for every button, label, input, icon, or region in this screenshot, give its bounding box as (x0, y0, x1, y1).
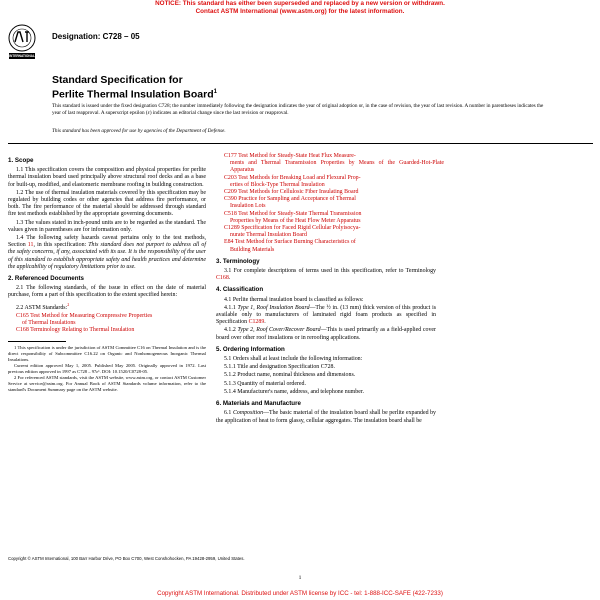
ref-c177: C177 Test Method for Steady-State Heat Flux Measure- ments and Thermal Transmission Properties by Means of the Guarded-Hot-Plate Apparatus (224, 153, 444, 174)
footnote-2-link[interactable]: 2 (67, 301, 70, 307)
ref-c203: C203 Test Methods for Breaking Load and Flexural Prop- erties of Block-Type Thermal Insulation (224, 174, 361, 188)
right-column (216, 153, 594, 426)
para-4-1-2: 4.1.2 Type 2, Roof Cover/Recover Board—This is used primarily as a field-applied cover board over other roof insulations or in reroofing applications. (216, 327, 436, 341)
classification-c1289-link[interactable]: C1289 (248, 319, 265, 326)
ref-c203-link[interactable]: C203 (224, 174, 237, 181)
notice-line-2: Contact ASTM International (www.astm.org) for the latest information. (195, 8, 405, 15)
para-5-1: 5.1 Orders shall at least include the following information: (224, 356, 363, 363)
issuance-statement: This standard is issued under the fixed designation C728; the number immediately following the designation indicates the year of original adoption or, in the case of revision, the year of last revision. A number in parentheses indicates the year of last reapproval. A superscript epsilon (ε) indicates an editorial change since the last revision or reapproval. (52, 103, 544, 116)
ref-c168-link[interactable]: C168 (16, 327, 29, 334)
ref-c168: C168 Terminology Relating to Thermal Insulation (16, 327, 135, 334)
copyright-footer: Copyright © ASTM International, 100 Barr Harbor Drive, PO Box C700, West Conshohocken, PA 19428-2959, United States. (8, 556, 245, 561)
ref-c165-link[interactable]: C165 (16, 312, 29, 319)
section-heading-ordering: 5. Ordering Information (216, 345, 285, 353)
section-heading-classification: 4. Classification (216, 286, 264, 294)
section-11-link[interactable]: 11 (27, 242, 34, 249)
dod-approval-statement: This standard has been approved for use by agencies of the Department of Defense. (52, 128, 226, 134)
ref-c390-link[interactable]: C390 (224, 196, 237, 203)
ref-e84-link[interactable]: E84 (224, 239, 234, 246)
section-heading-scope: 1. Scope (8, 157, 34, 164)
ref-c518-link[interactable]: C518 (224, 210, 237, 217)
ref-c177-link[interactable]: C177 (224, 153, 237, 159)
section-heading-terminology: 3. Terminology (216, 257, 260, 265)
ref-c1289: C1289 Specification for Faced Rigid Cellular Polyisocya- nurate Thermal Insulation Board (224, 225, 361, 239)
ref-c518: C518 Test Method for Steady-State Thermal Transmission Properties by Means of the Heat Flow Meter Apparatus (224, 210, 362, 224)
para-2-2: 2.2 ASTM Standards:$^2$ (16, 301, 70, 311)
section-heading-materials: 6. Materials and Manufacture (216, 400, 301, 408)
para-2-1: 2.1 The following standards, of the issue in effect on the date of material purchase, form a part of this specification to the extent specified herein: (8, 285, 206, 299)
section-heading-referenced-documents: 2. Referenced Documents (8, 275, 84, 283)
document-title (52, 74, 572, 101)
footnote-2: 2 For referenced ASTM standards, visit the ASTM website, www.astm.org, or contact ASTM Customer Service at service@astm.org. For Annual Book of ASTM Standards volume information, refer to the standard's Document Summary page on the ASTM website. (8, 375, 206, 392)
supersede-notice (0, 0, 600, 16)
para-4-1: 4.1 Perlite thermal insulation board is classified as follows: (224, 296, 364, 303)
title-footnote-mark: 1 (213, 89, 217, 95)
ref-c209: C209 Test Methods for Cellulosic Fiber Insulating Board (224, 189, 359, 196)
title-line-1: Standard Specification for (52, 74, 183, 86)
para-1-4: 1.4 The following safety hazards caveat pertains only to the test methods, Section 11, in this specification: This standard does not purport to address all of the safety concerns, if any, associated with its use. It is the responsibility of the user of this standard to establish appropriate safety and health practices and determine the applicability of regulatory limitations prior to use. (8, 235, 206, 270)
para-4-1-1: 4.1.1 Type 1, Roof Insulation Board—The ½ in. (13 mm) thick version of this product is available only to manufacturers of laminated rigid foam products as specified in Specification C1289. (216, 304, 436, 326)
para-1-3: 1.3 The values stated in inch-pound units are to be regarded as the standard. The values given in parentheses are for information only. (8, 219, 206, 233)
ref-c1289-link[interactable]: C1289 (224, 225, 240, 232)
terminology-c168-link[interactable]: C168 (216, 275, 229, 282)
title-line-2: Perlite Thermal Insulation Board$^1$ (52, 88, 217, 101)
para-5-1-4: 5.1.4 Manufacturer's name, address, and telephone number. (224, 388, 364, 395)
logo-text: INTERNATIONAL (9, 54, 35, 58)
para-5-1-3: 5.1.3 Quantity of material ordered. (224, 380, 306, 387)
ref-c209-link[interactable]: C209 (224, 189, 237, 196)
notice-line-1: NOTICE: This standard has either been superseded and replaced by a new version or withdrawn. (155, 0, 445, 7)
para-5-1-1: 5.1.1 Title and designation Specification C728. (224, 364, 335, 371)
license-notice: Copyright ASTM International. Distributed under ASTM license by ICC - tel: 1-888-ICC-SAFE (422-7233) (157, 590, 443, 597)
para-6-1: 6.1 Composition—The basic material of the insulation board shall be perlite expanded by the application of heat to form glassy, cellular aggregates. The insulation board shall be (216, 410, 437, 424)
footnote-divider (8, 341, 66, 342)
footnote-1: 1 This specification is under the jurisdiction of ASTM Committee C16 on Thermal Insulation and is the direct responsibility of Subcommittee C16.22 on Organic and Nonhomogeneous Inorganic Thermal Insulations. (8, 345, 206, 362)
page-number: 1 (298, 575, 302, 581)
ref-c165: C165 Test Method for Measuring Compressive Properties of Thermal Insulations (16, 312, 153, 327)
header-divider (8, 143, 593, 144)
astm-logo (7, 22, 37, 62)
para-3-1: 3.1 For complete descriptions of terms used in this specification, refer to Terminology C168. (216, 268, 436, 282)
designation: Designation: C728 – 05 (52, 32, 140, 41)
para-5-1-2: 5.1.2 Product name, nominal thickness and dimensions. (224, 372, 356, 379)
ref-e84: E84 Test Method for Surface Burning Characteristics of Building Materials (224, 239, 356, 253)
para-1-1: 1.1 This specification covers the composition and physical properties for perlite thermal insulation board used principally above structural roof decks and as a base for built-up, modified, and elastomeric membrane roofing in building construction. (8, 167, 206, 188)
footnote-1-edition: Current edition approved May 1, 2005. Published May 2005. Originally approved in 1972. Last previous edition approved in 1997 as C728 – 97ε¹. DOI: 10.1520/C0728-05. (8, 363, 206, 374)
ref-c390: C390 Practice for Sampling and Acceptance of Thermal Insulation Lots (224, 196, 356, 210)
left-column (8, 153, 206, 393)
para-1-2: 1.2 The use of thermal insulation materials covered by this specification may be regulated by building codes or other agencies that address fire performance, or both. The fire performance of the material should be addressed through standard fire test methods established by the appropriate governing documents. (8, 189, 206, 218)
